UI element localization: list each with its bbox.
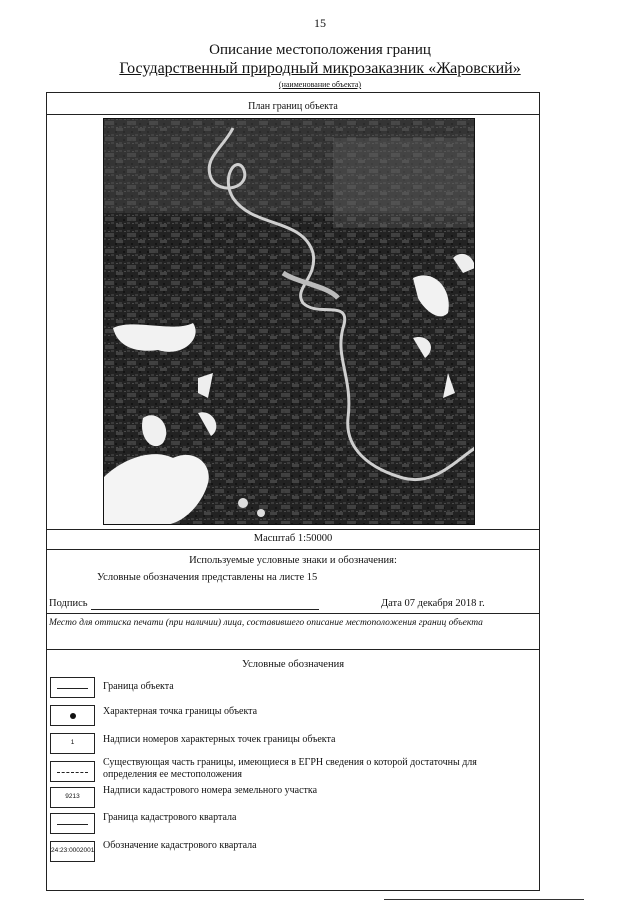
signature-label: Подпись — [49, 598, 88, 609]
divider — [47, 649, 539, 650]
legend-symbol-cadastral-number — [50, 787, 95, 808]
plan-title: План границ объекта — [248, 101, 338, 112]
boundary-point-icon — [70, 713, 76, 719]
legend-symbol-existing-boundary — [50, 761, 95, 782]
legend-label: Существующая часть границы, имеющиеся в ЕГРН сведения о которой достаточны для определения ее местоположения — [103, 757, 477, 780]
map-scale: Масштаб 1:50000 — [253, 533, 333, 544]
symbol-text: 1 — [70, 739, 75, 746]
stamp-place-note: Место для оттиска печати (при наличии) лица, составившего описание местоположения границ объекта — [49, 618, 483, 628]
legend-symbol-quarter-label — [50, 841, 95, 862]
legend-symbol-boundary — [50, 677, 95, 698]
divider — [47, 549, 539, 550]
legend-label: Надписи номеров характерных точек границы объекта — [103, 734, 336, 745]
page-number: 15 — [314, 16, 326, 30]
date-label: Дата 07 декабря 2018 г. — [381, 598, 485, 609]
legend-label: Граница кадастрового квартала — [103, 812, 237, 823]
divider — [47, 613, 539, 614]
document-title: Описание местоположения границ — [209, 42, 431, 58]
symbol-text: 9213 — [65, 793, 80, 800]
legend-label: Надписи кадастрового номера земельного участка — [103, 785, 318, 796]
legend-symbol-quarter-boundary — [50, 813, 95, 834]
signs-note: Условные обозначения представлены на листе 15 — [97, 572, 318, 583]
legend-label: Характерная точка границы объекта — [103, 706, 258, 717]
symbol-text: 24:23:0002001 — [51, 847, 95, 854]
legend-title: Условные обозначения — [241, 659, 345, 670]
signature-line — [91, 609, 319, 610]
legend-symbol-point-number — [50, 733, 95, 754]
legend-symbol-point — [50, 705, 95, 726]
map-graphic — [103, 118, 475, 525]
satellite-map-image — [103, 118, 475, 525]
signs-title: Используемые условные знаки и обозначения: — [189, 555, 397, 566]
legend-label: Граница объекта — [103, 681, 174, 692]
object-name-caption: (наименование объекта) — [278, 80, 362, 89]
divider — [47, 114, 539, 115]
divider — [47, 529, 539, 530]
object-name: Государственный природный микрозаказник «Жаровский» — [119, 60, 521, 77]
form-frame — [46, 92, 540, 891]
footer-rule — [384, 899, 584, 900]
legend-label: Обозначение кадастрового квартала — [103, 840, 257, 851]
